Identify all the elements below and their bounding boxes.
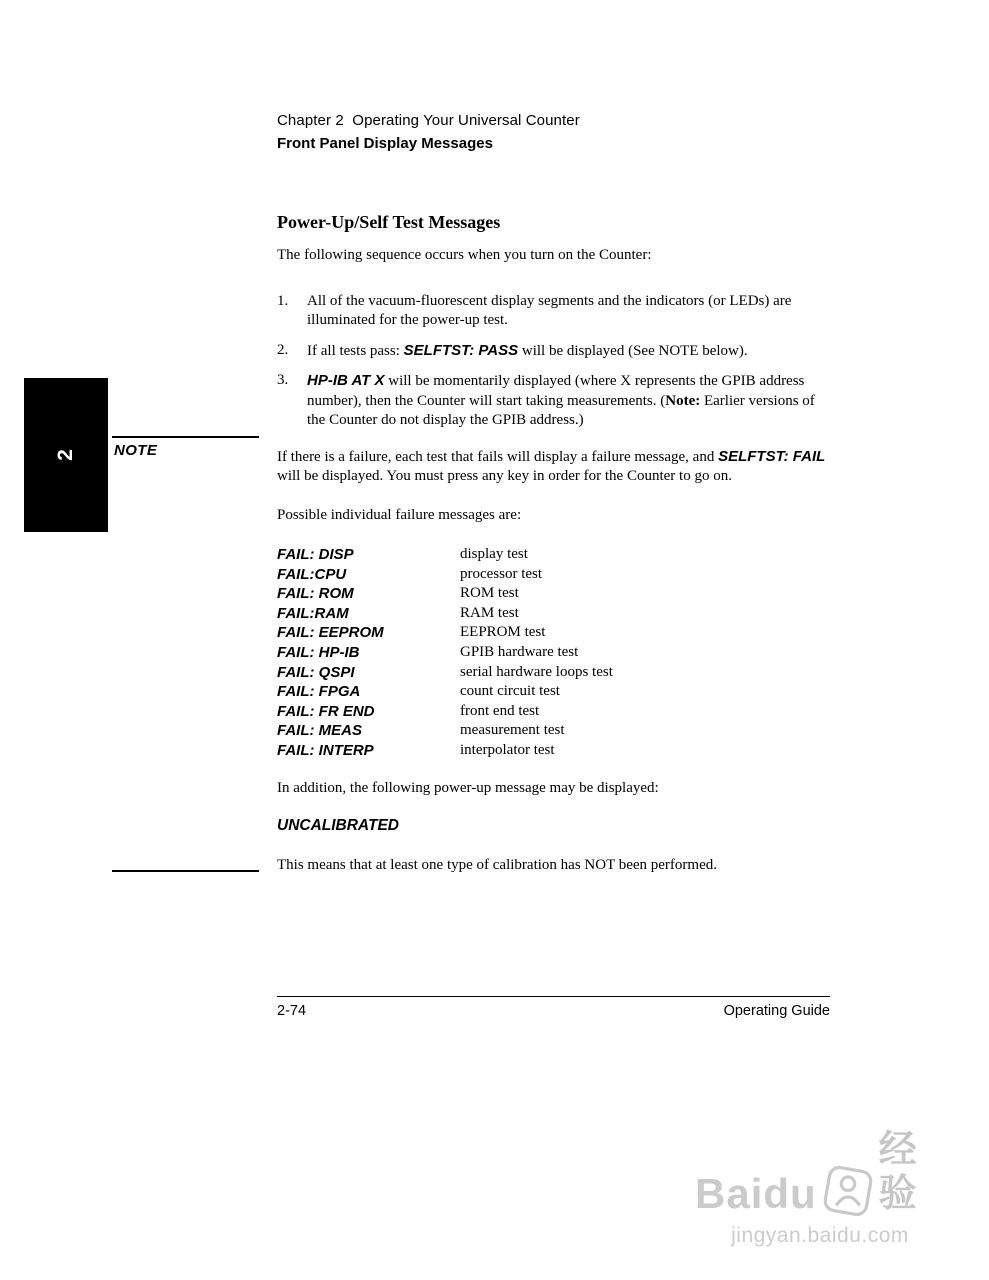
watermark-row <box>695 1128 945 1216</box>
intro-paragraph: The following sequence occurs when you turn on the Counter: <box>277 247 652 263</box>
watermark-brand-text: Baidu <box>695 1170 817 1217</box>
chapter-tab <box>24 378 108 532</box>
failure-desc: front end test <box>460 702 540 719</box>
note-rule-top <box>112 436 259 438</box>
failure-desc: GPIB hardware test <box>460 643 579 660</box>
failure-desc: RAM test <box>460 604 519 621</box>
failure-row <box>277 623 835 643</box>
failure-message-table <box>277 545 835 761</box>
note-paragraph: If there is a failure, each test that fails will display a failure message, and SELFTST: FAIL will be displayed. You must press any key in order for the Counter to go on. <box>277 447 826 484</box>
list-number: 2. <box>277 341 289 358</box>
footer <box>277 1003 830 1019</box>
failure-desc: ROM test <box>460 585 519 602</box>
failure-desc: serial hardware loops test <box>460 663 613 680</box>
failure-code: FAIL: FPGA <box>277 683 361 701</box>
watermark-cn-text: 经验 <box>878 1129 917 1215</box>
uncalibrated-message: UNCALIBRATED <box>277 817 399 835</box>
failures-intro-paragraph: Possible individual failure messages are: <box>277 506 522 523</box>
uncalibrated-desc-paragraph: This means that at least one type of calibration has NOT been performed. <box>277 856 717 873</box>
failure-code: FAIL: MEAS <box>277 722 362 740</box>
failure-code: FAIL: HP-IB <box>277 643 360 661</box>
chapter-tab-number: 2 <box>54 449 77 461</box>
footer-page-number: 2-74 <box>277 1003 307 1019</box>
list-item-3 <box>277 371 835 431</box>
list-item-text: HP-IB AT X will be momentarily displayed (where X represents the GPIB address number), then the Counter will start taking measurements. (Note: Earlier versions of the Counter do not display the GPIB address.) <box>307 372 815 428</box>
failure-desc: processor test <box>460 565 543 582</box>
list-item-text: If all tests pass: SELFTST: PASS will be displayed (See NOTE below). <box>307 341 748 359</box>
failure-row <box>277 643 835 663</box>
failure-row <box>277 545 835 565</box>
footer-doc-title: Operating Guide <box>723 1003 830 1019</box>
display-code: SELFTST: FAIL <box>718 447 826 465</box>
chapter-header: Chapter 2 Operating Your Universal Counter <box>277 112 580 129</box>
display-code: SELFTST: PASS <box>403 341 519 359</box>
addition-paragraph: In addition, the following power-up message may be displayed: <box>277 779 659 796</box>
watermark <box>695 1128 945 1248</box>
failure-row <box>277 584 835 604</box>
section-header: Front Panel Display Messages <box>277 135 493 152</box>
failure-row <box>277 565 835 585</box>
section-title: Power-Up/Self Test Messages <box>277 212 501 232</box>
display-code: HP-IB AT X <box>307 372 385 389</box>
watermark-url: jingyan.baidu.com <box>731 1224 909 1247</box>
failure-code: FAIL: QSPI <box>277 663 355 681</box>
failure-code: FAIL: EEPROM <box>277 624 384 642</box>
failure-code: FAIL:CPU <box>277 565 347 583</box>
failure-desc: measurement test <box>460 722 565 739</box>
failure-code: FAIL: FR END <box>277 702 375 720</box>
failure-row <box>277 604 835 624</box>
list-item-text: All of the vacuum-fluorescent display segments and the indicators (or LEDs) are illuminated for the power-up test. <box>307 292 792 328</box>
note-label: NOTE <box>114 442 158 459</box>
failure-row <box>277 721 835 741</box>
failure-code: FAIL: DISP <box>277 546 354 563</box>
baidu-jingyan-stamp-icon <box>819 1160 877 1222</box>
list-item-1 <box>277 292 835 331</box>
list-number: 1. <box>277 292 289 309</box>
list-number: 3. <box>277 372 289 388</box>
footer-rule <box>277 996 830 997</box>
failure-desc: count circuit test <box>460 683 560 700</box>
main-content <box>277 211 835 875</box>
list-item-2 <box>277 341 835 362</box>
failure-row <box>277 663 835 683</box>
failure-row <box>277 682 835 702</box>
failure-desc: EEPROM test <box>460 624 546 641</box>
failure-desc: interpolator test <box>460 741 555 758</box>
running-header <box>277 112 833 152</box>
failure-code: FAIL: ROM <box>277 585 354 603</box>
failure-code: FAIL:RAM <box>277 604 349 622</box>
failure-code: FAIL: INTERP <box>277 741 374 759</box>
failure-desc: display test <box>460 546 528 562</box>
note-rule-bottom <box>112 870 259 872</box>
failure-row <box>277 741 835 761</box>
failure-row <box>277 702 835 722</box>
